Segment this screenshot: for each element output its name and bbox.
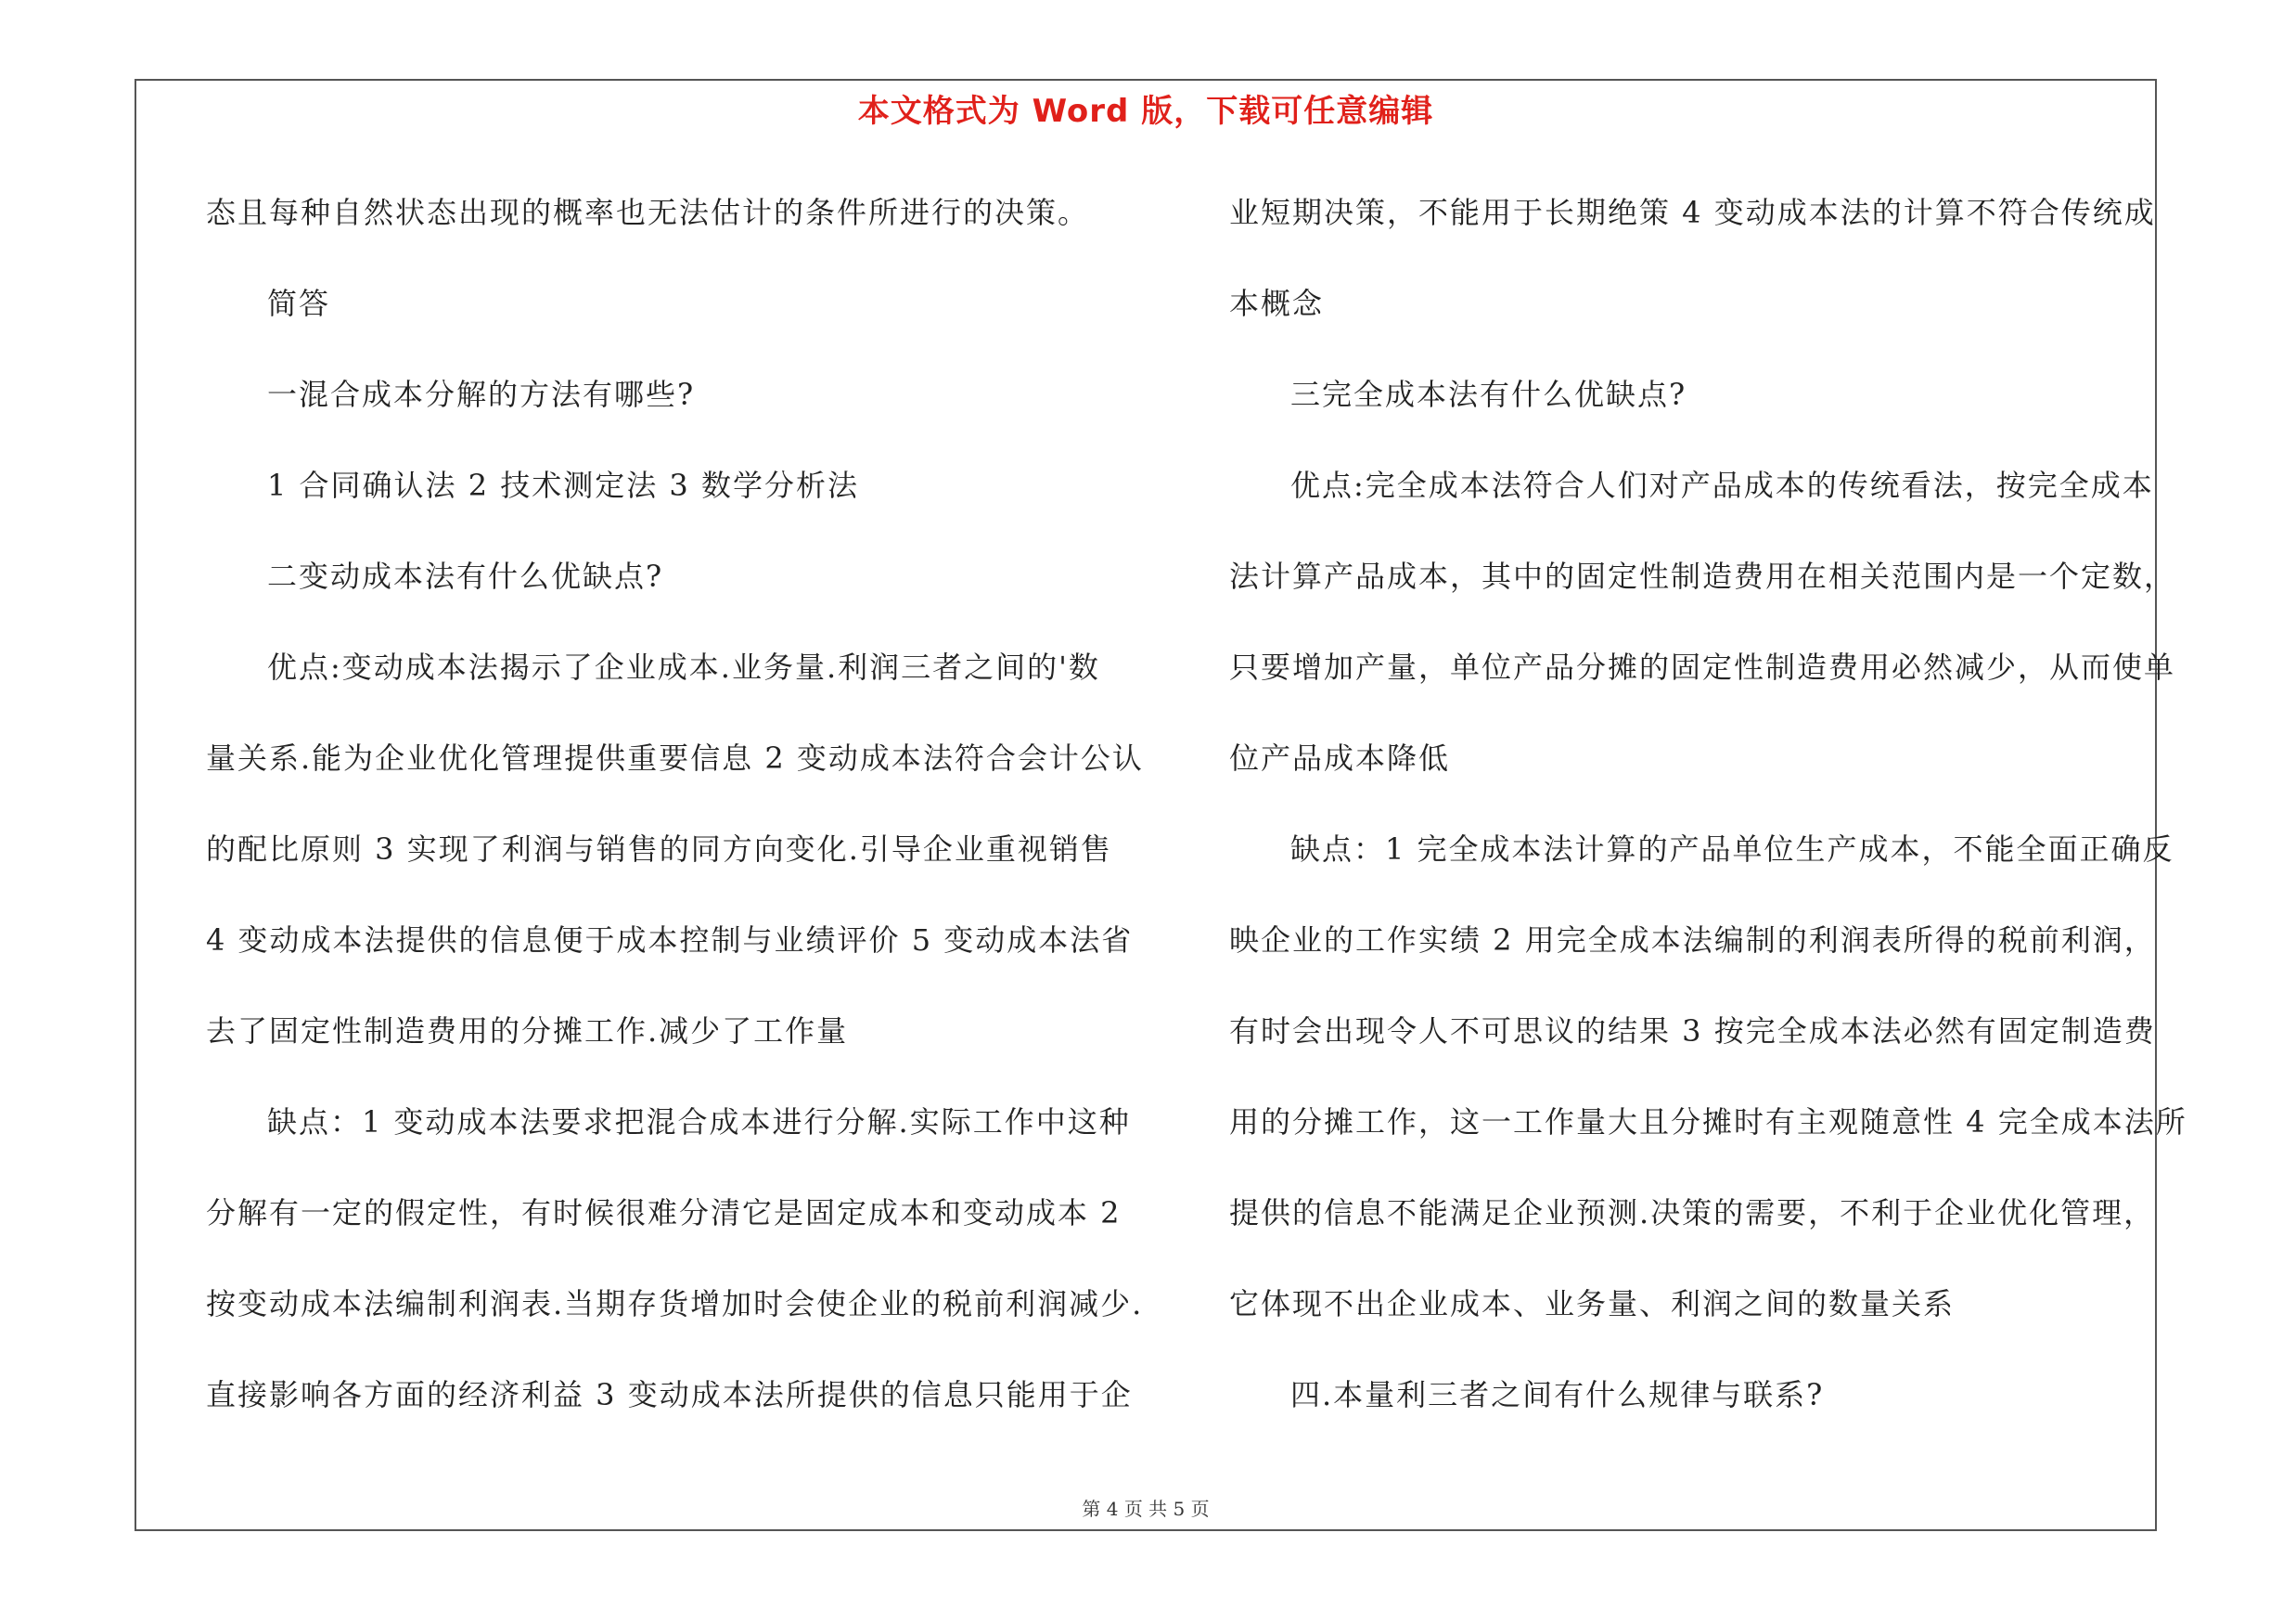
question-heading: 二变动成本法有什么优缺点?	[267, 559, 664, 594]
text-line: 缺点：1 变动成本法要求把混合成本进行分解.实际工作中这种	[267, 1104, 1131, 1140]
question-heading: 四.本量利三者之间有什么规律与联系?	[1290, 1377, 1825, 1412]
text-line: 4 变动成本法提供的信息便于成本控制与业绩评价 5 变动成本法省	[206, 922, 1134, 958]
text-line: 态且每种自然状态出现的概率也无法估计的条件所进行的决策。	[206, 195, 1090, 230]
text-line: 1 合同确认法 2 技术测定法 3 数学分析法	[267, 468, 859, 503]
text-line: 分解有一定的假定性，有时候很难分清它是固定成本和变动成本 2	[206, 1195, 1122, 1230]
text-line: 映企业的工作实绩 2 用完全成本法编制的利润表所得的税前利润，	[1229, 922, 2156, 958]
text-line: 缺点：1 完全成本法计算的产品单位生产成本，不能全面正确反	[1290, 831, 2174, 867]
text-line: 只要增加产量，单位产品分摊的固定性制造费用必然减少，从而使单	[1229, 650, 2176, 685]
section-heading: 简答	[267, 286, 331, 321]
text-line: 优点:完全成本法符合人们对产品成本的传统看法，按完全成本	[1290, 468, 2154, 503]
question-heading: 三完全成本法有什么优缺点?	[1290, 377, 1687, 412]
text-line: 直接影响各方面的经济利益 3 变动成本法所提供的信息只能用于企	[206, 1377, 1133, 1412]
text-line: 它体现不出企业成本、业务量、利润之间的数量关系	[1229, 1286, 1956, 1321]
text-line: 去了固定性制造费用的分摊工作.减少了工作量	[206, 1013, 849, 1049]
word-format-banner: 本文格式为 Word 版，下载可任意编辑	[857, 93, 1434, 130]
question-heading: 一混合成本分解的方法有哪些?	[267, 377, 696, 412]
text-line: 优点:变动成本法揭示了企业成本.业务量.利润三者之间的'数	[267, 650, 1100, 685]
text-line: 本概念	[1229, 286, 1325, 321]
text-line: 位产品成本降低	[1229, 741, 1451, 776]
text-line: 按变动成本法编制利润表.当期存货增加时会使企业的税前利润减少.	[206, 1286, 1144, 1321]
text-line: 的配比原则 3 实现了利润与销售的同方向变化.引导企业重视销售	[206, 831, 1112, 867]
page-number: 第 4 页 共 5 页	[1082, 1498, 1210, 1520]
text-line: 提供的信息不能满足企业预测.决策的需要，不利于企业优化管理，	[1229, 1195, 2156, 1230]
text-line: 法计算产品成本，其中的固定性制造费用在相关范围内是一个定数，	[1229, 559, 2176, 594]
text-line: 量关系.能为企业优化管理提供重要信息 2 变动成本法符合会计公认	[206, 741, 1144, 776]
text-line: 有时会出现令人不可思议的结果 3 按完全成本法必然有固定制造费	[1229, 1013, 2156, 1049]
text-line: 用的分摊工作，这一工作量大且分摊时有主观随意性 4 完全成本法所	[1229, 1104, 2187, 1140]
left-text-column	[206, 181, 1144, 1454]
text-line: 业短期决策，不能用于长期绝策 4 变动成本法的计算不符合传统成	[1229, 195, 2156, 230]
right-text-column	[1229, 181, 2187, 1454]
